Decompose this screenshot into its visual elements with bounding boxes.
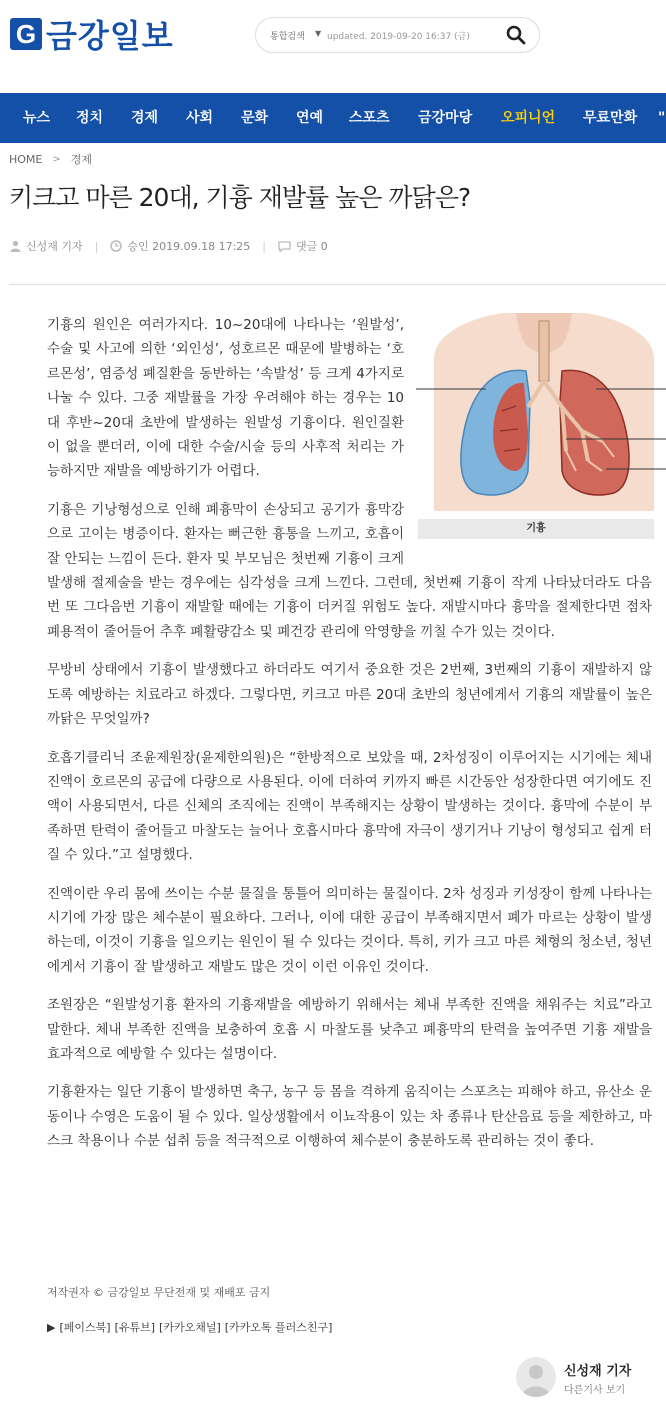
- logo-mark: G: [10, 18, 42, 50]
- clock-icon: [110, 240, 122, 252]
- updated-timestamp: updated. 2019-09-20 16:37 (금): [327, 32, 470, 42]
- article-title: 키크고 마른 20대, 기흉 재발률 높은 까닭은?: [9, 183, 471, 212]
- article-paragraph: 진액이란 우리 몸에 쓰이는 수분 물질을 통틀어 의미하는 물질이다. 2차 성징과 키성장이 함께 나타나는 시기에 가장 많은 체수분이 필요하다. 그러나, 이에 대한 공급이 부족해지면서 폐가 마르는 상황이 발생하는데, 이것이 기흉을 일으키는 원인이 될 수 있다는 것이다. 특히, 키가 크고 마른 체형의 청소년, 청년에게서 기흉이 잘 발생하고 재발도 많은 것이 이런 이유인 것이다.: [47, 885, 652, 975]
- share-kakaotalk-plus-link[interactable]: [카카오톡 플러스친구]: [224, 1321, 333, 1334]
- person-icon: [516, 1357, 556, 1397]
- nav-item-overflow[interactable]: ": [658, 110, 666, 126]
- article-body: [47, 313, 652, 1168]
- meta-divider: |: [262, 239, 267, 253]
- site-logo[interactable]: [10, 14, 174, 54]
- article-figure[interactable]: [416, 311, 666, 533]
- nav-item-economy[interactable]: 경제: [131, 110, 159, 126]
- chevron-right-icon: >: [52, 153, 61, 165]
- lung-illustration: [416, 311, 666, 511]
- breadcrumb: [9, 151, 92, 167]
- meta-divider: |: [94, 239, 99, 253]
- logo-text: 금강일보: [46, 17, 174, 55]
- figure-caption: 기흉: [418, 519, 654, 539]
- caret-down-icon[interactable]: ▼: [315, 29, 322, 38]
- share-kakao-channel-link[interactable]: [카카오채널]: [159, 1321, 221, 1334]
- nav-item-news[interactable]: 뉴스: [23, 110, 51, 126]
- nav-item-society[interactable]: 사회: [186, 110, 214, 126]
- avatar: [516, 1357, 556, 1397]
- article-comments-count[interactable]: 댓글 0: [296, 240, 328, 253]
- share-facebook-link[interactable]: [페이스북]: [59, 1321, 111, 1334]
- nav-item-entertainment[interactable]: 연예: [296, 110, 324, 126]
- nav-item-free-comics[interactable]: 무료만화: [583, 110, 638, 126]
- article-paragraph: 무방비 상태에서 기흉이 발생했다고 하더라도 여기서 중요한 것은 2번째, 3번째의 기흉이 재발하지 않도록 예방하는 치료라고 하겠다. 그렇다면, 키크고 마른 20대 초반의 청년에게서 기흉의 재발률이 높은 까닭은 무엇일까?: [47, 662, 652, 728]
- nav-item-politics[interactable]: 정치: [76, 110, 104, 126]
- site-header: [0, 0, 666, 93]
- search-scope-select[interactable]: 통합검색: [270, 32, 305, 42]
- nav-item-geumgang-madang[interactable]: 금강마당: [418, 110, 473, 126]
- article-paragraph: 기흉환자는 일단 기흉이 발생하면 축구, 농구 등 몸을 격하게 움직이는 스포츠는 피해야 하고, 유산소 운동이나 수영은 도움이 될 수 있다. 일상생활에서 이뇨작용이 있는 차 종류나 탄산음료 등을 제한하고, 마스크 착용이나 수분 섭취 등을 적극적으로 이행하여 체수분이 충분하도록 관리하는 것이 좋다.: [47, 1084, 652, 1150]
- reporter-name: 신성재 기자: [564, 1364, 632, 1379]
- divider: [9, 284, 666, 285]
- breadcrumb-section[interactable]: 경제: [70, 153, 93, 166]
- comment-icon: [278, 241, 291, 252]
- share-youtube-link[interactable]: [유튜브]: [114, 1321, 156, 1334]
- article-meta: [10, 238, 328, 254]
- article-author[interactable]: 신성재 기자: [26, 240, 83, 253]
- article-paragraph: 기흉의 원인은 여러가지다. 10~20대에 나타나는 ‘원발성’, 수술 및 사고에 의한 ‘외인성’, 성호르몬 때문에 발병하는 ‘호르몬성’, 염증성 폐질환을 동반하는 ‘속발성’ 등 크게 4가지로 나눌 수 있다. 그중 재발률을 가장 우려해야 하는 경우는 10대 후반~20대 초반에 발생하는 원발성 기흉이다. 원인질환이 없을 뿐더러, 이에 대한 수술/시술 등의 사후적 처리는 가능하지만 재발을 예방하기가 어렵다.: [47, 317, 404, 480]
- person-icon: [10, 240, 21, 252]
- main-nav: [0, 93, 666, 143]
- reporter-more-articles-link[interactable]: 다른기사 보기: [564, 1385, 626, 1396]
- article-paragraph: 기흉은 기낭형성으로 인해 폐흉막이 손상되고 공기가 흉막강으로 고이는 병증이다. 환자는 뻐근한 흉통을 느끼고, 호흡이 잘 안되는 느낌이 든다. 환자 및 부모님은 첫번째 기흉이 크게 발생해 절제술을 받는 경우에는 심각성을 크게 느낀다. 그런데, 첫번째 기흉이 작게 나타났더라도 다음번 또 그다음번 기흉이 재발할 때에는 기흉이 더커질 위험도 높다. 재발시마다 흉막을 절제한다면 점차 폐용적이 줄어들어 추후 폐활량감소 및 폐건강 관리에 악영향을 끼칠 수가 있는 것이다.: [47, 501, 652, 640]
- reporter-card[interactable]: [516, 1357, 666, 1397]
- nav-item-culture[interactable]: 문화: [241, 110, 269, 126]
- nav-item-opinion[interactable]: 오피니언: [501, 110, 556, 126]
- article-paragraph: 호흡기클리닉 조윤제원장(윤제한의원)은 “한방적으로 보았을 때, 2차성징이 이루어지는 시기에는 체내 진액이 호르몬의 공급에 다량으로 사용된다. 이에 더하여 키까지 빠른 시간동안 성장한다면 여기에도 진액이 사용되면서, 다른 신체의 조직에는 진액이 부족해지는 상황이 발생하는 것이다. 흉막에 수분이 부족하면 탄력이 줄어들고 마찰도는 늘어나 호흡시마다 흉막에 자극이 생기거나 기낭이 형성되고 쉽게 터질 수 있다.”고 설명했다.: [47, 749, 652, 864]
- nav-item-sports[interactable]: 스포츠: [349, 110, 390, 126]
- article-approved-date: 승인 2019.09.18 17:25: [127, 240, 251, 253]
- share-links: [47, 1319, 336, 1335]
- breadcrumb-home[interactable]: HOME: [9, 152, 43, 166]
- copyright-notice: 저작권자 © 금강일보 무단전재 및 재배포 금지: [47, 1286, 271, 1299]
- share-arrow-icon: ▶: [47, 1320, 56, 1334]
- search-icon[interactable]: [505, 24, 527, 46]
- search-box[interactable]: [255, 17, 540, 53]
- article-paragraph: 조원장은 “원발성기흉 환자의 기흉재발을 예방하기 위해서는 체내 부족한 진액을 채워주는 치료”라고 말한다. 체내 부족한 진액을 보충하여 호흡 시 마찰도를 낮추고 폐흉막의 탄력을 높여주면 기흉 재발을 효과적으로 예방할 수 있다는 설명이다.: [47, 997, 652, 1062]
